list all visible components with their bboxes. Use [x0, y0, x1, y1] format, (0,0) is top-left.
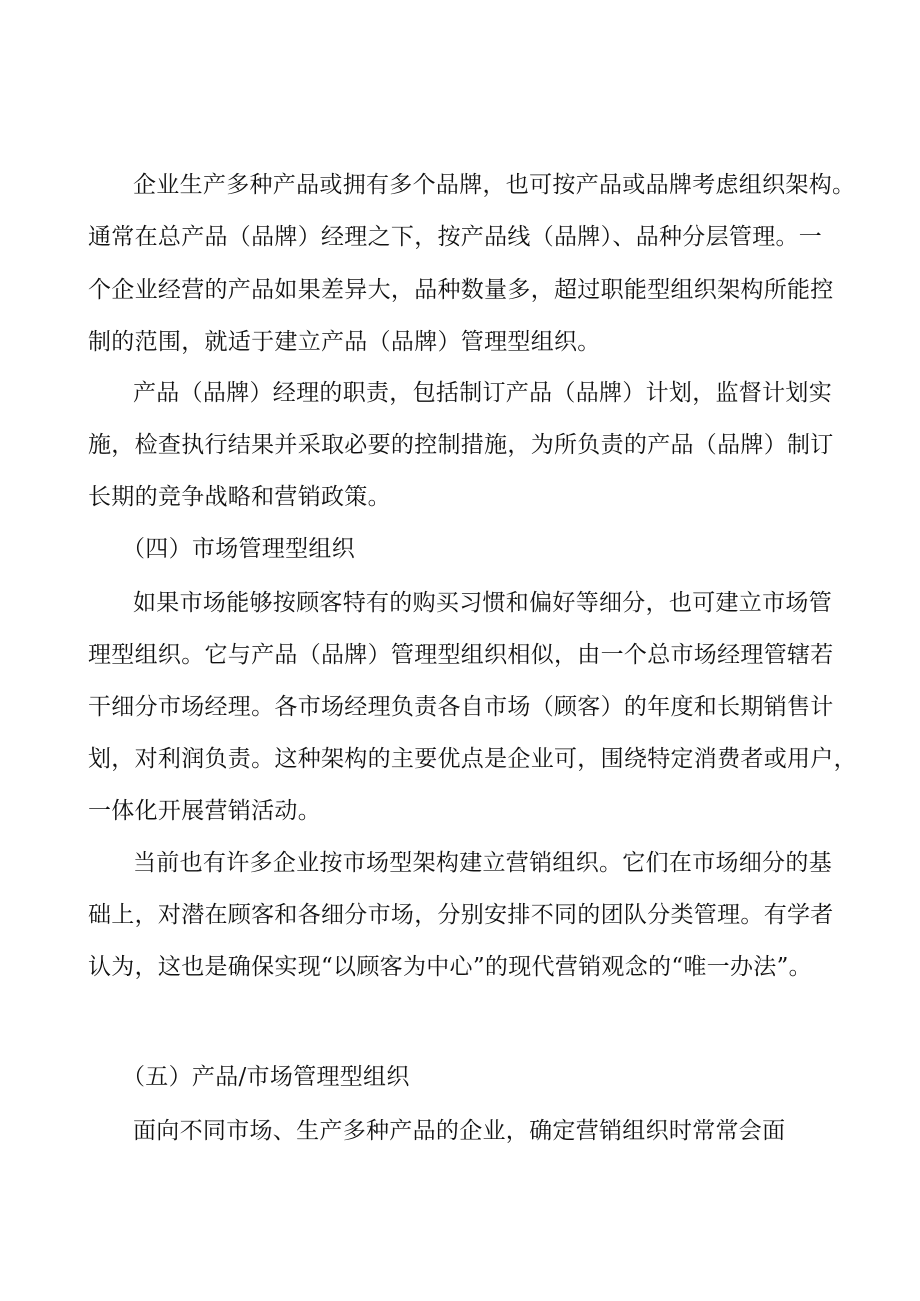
- text-line: 认为，这也是确保实现“以顾客为中心”的现代营销观念的“唯一办法”。: [88, 954, 812, 980]
- text-line: 个企业经营的产品如果差异大，品种数量多，超过职能型组织架构所能控: [88, 277, 834, 303]
- text-line: 制的范围，就适于建立产品（品牌）管理型组织。: [88, 329, 601, 355]
- section-heading-4: （四）市场管理型组织: [122, 536, 355, 562]
- text-line: 干细分市场经理。各市场经理负责各自市场（顾客）的年度和长期销售计: [88, 694, 834, 720]
- text-line: 如果市场能够按顾客特有的购买习惯和偏好等细分，也可建立市场管: [133, 590, 832, 616]
- text-line: 划，对利润负责。这种架构的主要优点是企业可，围绕特定消费者或用户，: [88, 746, 857, 772]
- text-line: 企业生产多种产品或拥有多个品牌，也可按产品或品牌考虑组织架构。: [133, 172, 856, 198]
- text-line: 一体化开展营销活动。: [88, 798, 321, 824]
- text-line: 础上，对潜在顾客和各细分市场，分别安排不同的团队分类管理。有学者: [88, 902, 834, 928]
- text-line: 产品（品牌）经理的职责，包括制订产品（品牌）计划，监督计划实: [133, 380, 832, 406]
- section-heading-5: （五）产品/市场管理型组织: [122, 1064, 410, 1090]
- text-line: 当前也有许多企业按市场型架构建立营销组织。它们在市场细分的基: [133, 850, 832, 876]
- text-line: 面向不同市场、生产多种产品的企业，确定营销组织时常常会面: [133, 1118, 786, 1144]
- text-line: 理型组织。它与产品（品牌）管理型组织相似，由一个总市场经理管辖若: [88, 642, 834, 668]
- text-line: 通常在总产品（品牌）经理之下，按产品线（品牌）、品种分层管理。一: [88, 224, 823, 250]
- text-line: 施，检查执行结果并采取必要的控制措施，为所负责的产品（品牌）制订: [88, 432, 834, 458]
- text-line: 长期的竞争战略和营销政策。: [88, 484, 391, 510]
